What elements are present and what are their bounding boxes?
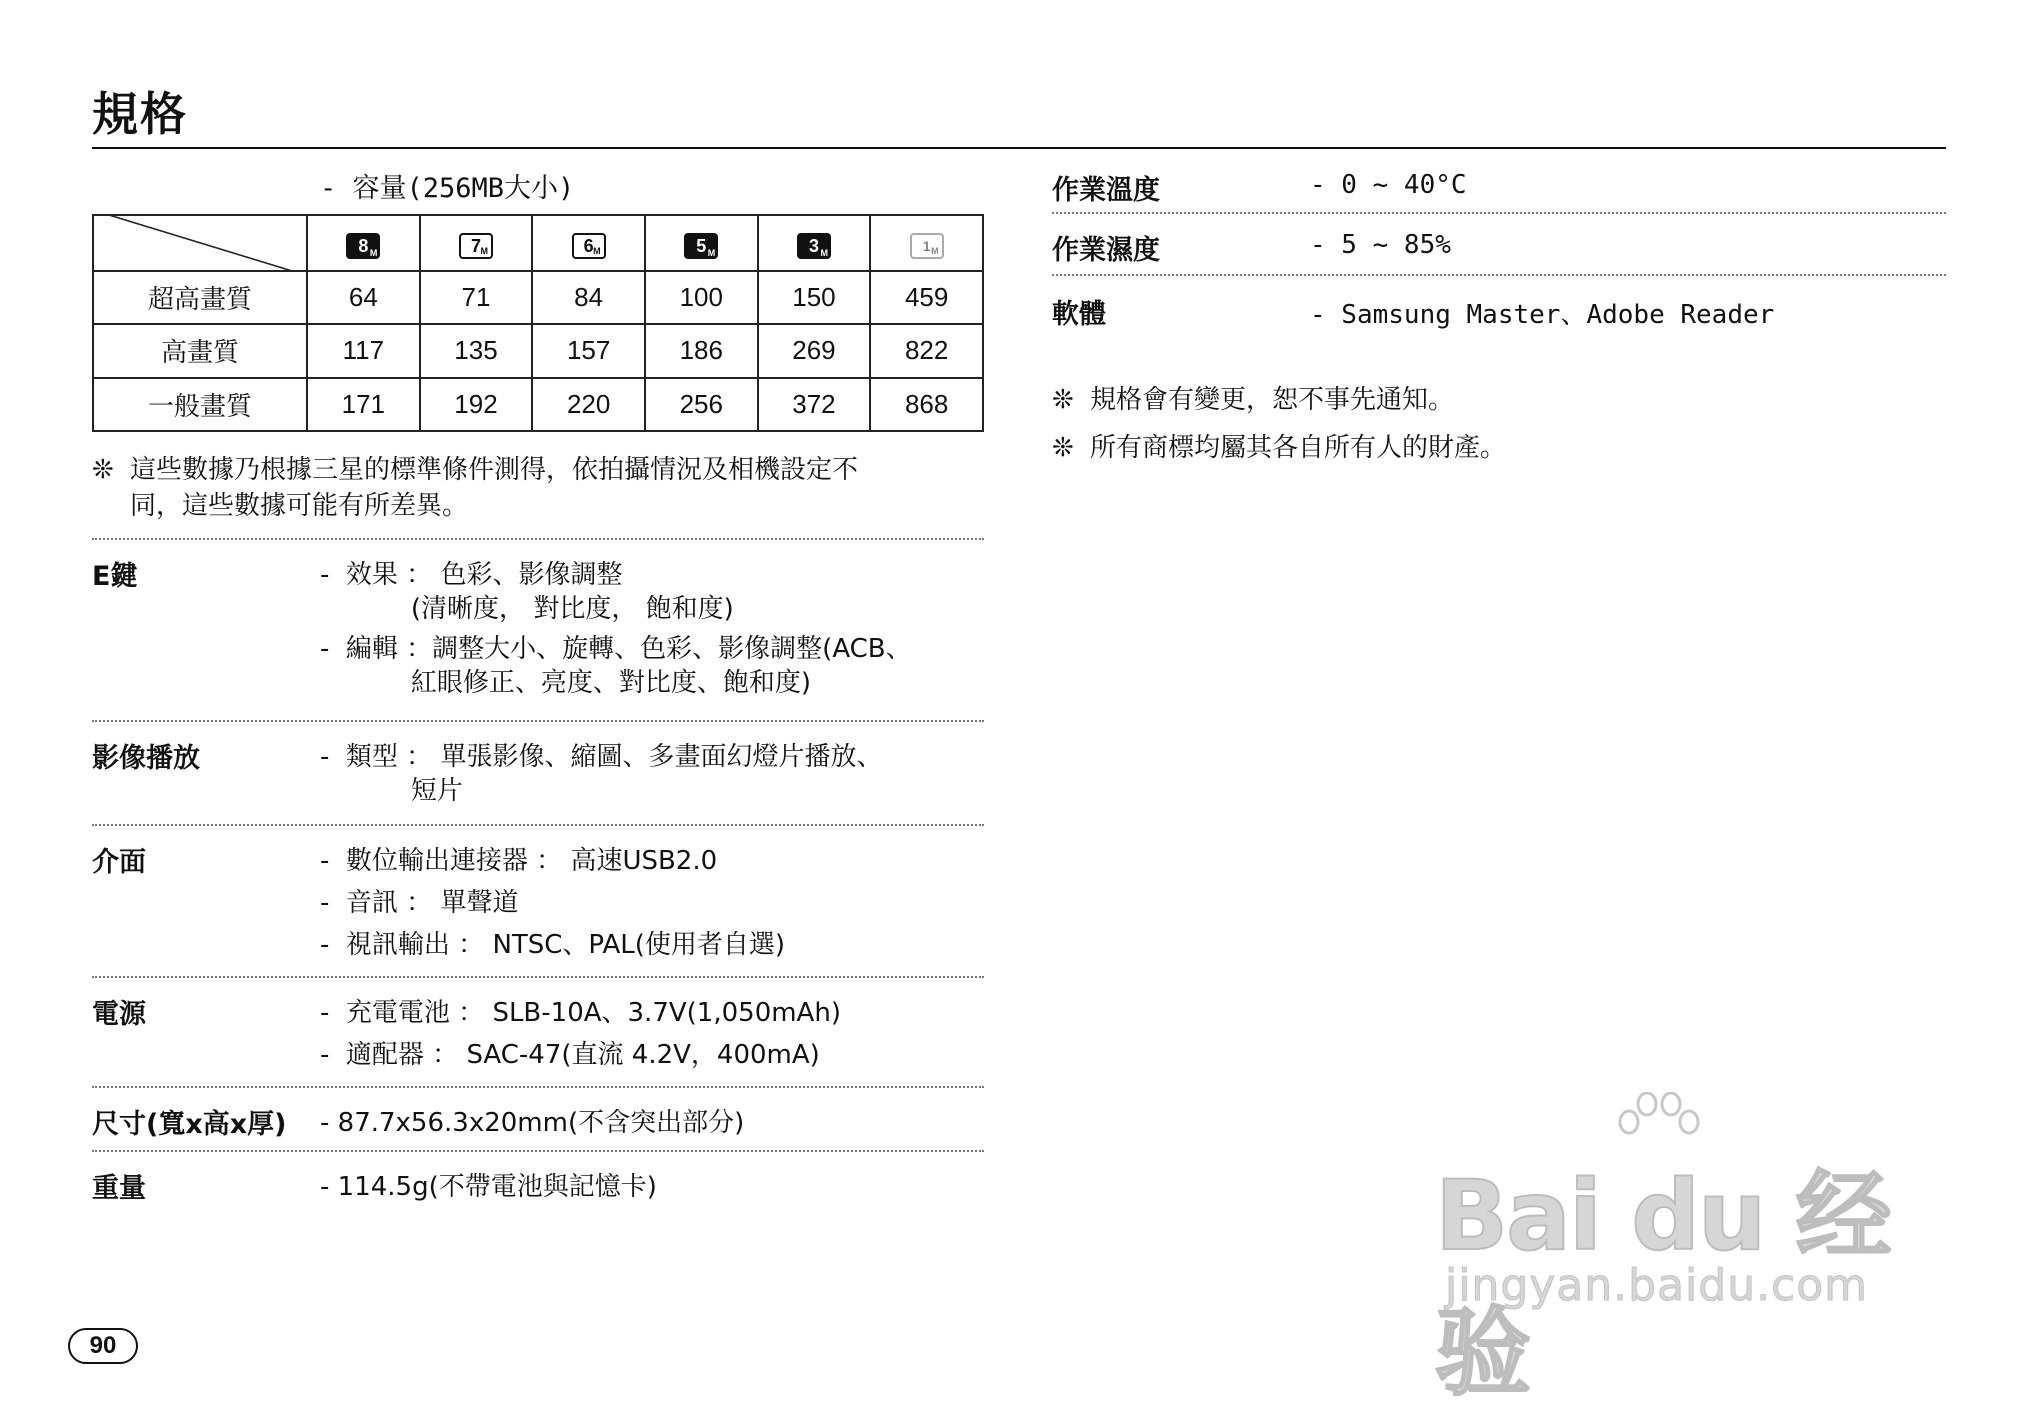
page-number: 90 bbox=[68, 1328, 138, 1364]
weight-section bbox=[92, 1166, 984, 1206]
humidity-value: - 5 ~ 85% bbox=[1310, 230, 1451, 260]
playback-label: 影像播放 bbox=[92, 743, 200, 774]
ekey-label: E鍵 bbox=[92, 561, 138, 592]
ekey-section bbox=[92, 554, 984, 714]
7m-resolution-icon: 7 M bbox=[459, 233, 493, 259]
note-line: 所有商標均屬其各自所有人的財產。 bbox=[1090, 433, 1507, 463]
spec-line: 短片 bbox=[320, 776, 463, 806]
spec-line: - 87.7x56.3x20mm(不含突出部分) bbox=[320, 1108, 745, 1138]
capacity-caption: - 容量(256MB大小) bbox=[320, 173, 575, 204]
software-value: - Samsung Master、Adobe Reader bbox=[1310, 300, 1775, 330]
3m-resolution-icon: 3 M bbox=[797, 233, 831, 259]
col-header-8m bbox=[307, 215, 420, 271]
temperature-value: - 0 ~ 40°C bbox=[1310, 170, 1467, 200]
8m-resolution-icon: 8 M bbox=[346, 233, 380, 259]
power-section bbox=[92, 992, 984, 1082]
col-header-3m bbox=[758, 215, 871, 271]
table-cell: 256 bbox=[645, 378, 758, 431]
temperature-label: 作業溫度 bbox=[1052, 175, 1160, 206]
dotted-divider bbox=[92, 720, 984, 722]
5m-resolution-icon: 5 M bbox=[684, 233, 718, 259]
row-label: 超高畫質 bbox=[93, 271, 307, 324]
dotted-divider bbox=[92, 538, 984, 540]
6m-resolution-icon: 6 M bbox=[572, 233, 606, 259]
table-cell: 822 bbox=[870, 324, 983, 377]
interface-label: 介面 bbox=[92, 847, 146, 878]
dotted-divider bbox=[92, 976, 984, 978]
table-header-row bbox=[93, 215, 983, 271]
diagonal-header-cell bbox=[93, 215, 307, 271]
spec-line: - 適配器 ： SAC-47(直流 4.2V，400mA) bbox=[320, 1040, 820, 1070]
col-header-5m bbox=[645, 215, 758, 271]
table-cell: 192 bbox=[420, 378, 533, 431]
spec-line: - 數位輸出連接器 ： 高速USB2.0 bbox=[320, 846, 718, 876]
row-label: 一般畫質 bbox=[93, 378, 307, 431]
baidu-watermark bbox=[1435, 1092, 1905, 1409]
table-cell: 220 bbox=[532, 378, 645, 431]
col-header-1m bbox=[870, 215, 983, 271]
dotted-divider bbox=[1052, 274, 1946, 276]
weight-label: 重量 bbox=[92, 1173, 146, 1204]
spec-line: - 編輯 ：調整大小、旋轉、色彩、影像調整(ACB、 bbox=[320, 634, 912, 664]
table-cell: 372 bbox=[758, 378, 871, 431]
table-cell: 100 bbox=[645, 271, 758, 324]
table-cell: 135 bbox=[420, 324, 533, 377]
dotted-divider bbox=[92, 1150, 984, 1152]
dotted-divider bbox=[92, 824, 984, 826]
table-cell: 150 bbox=[758, 271, 871, 324]
software-label: 軟體 bbox=[1052, 299, 1106, 330]
table-row bbox=[93, 378, 983, 431]
spec-line: - 音訊 ： 單聲道 bbox=[320, 888, 519, 918]
page-title: 規格 bbox=[92, 87, 188, 141]
spec-line: - 效果 ： 色彩、影像調整 bbox=[320, 560, 623, 590]
table-cell: 117 bbox=[307, 324, 420, 377]
spec-line: - 114.5g(不帶電池與記憶卡) bbox=[320, 1172, 657, 1202]
capacity-note bbox=[92, 452, 984, 524]
interface-section bbox=[92, 840, 984, 970]
table-cell: 269 bbox=[758, 324, 871, 377]
spec-line: (清晰度， 對比度， 飽和度) bbox=[320, 594, 734, 624]
note-asterisk-icon: ❊ bbox=[1052, 433, 1074, 463]
spec-line: - 充電電池 ： SLB-10A、3.7V(1,050mAh) bbox=[320, 998, 841, 1028]
capacity-table bbox=[92, 214, 984, 432]
size-section bbox=[92, 1102, 984, 1142]
spec-line: 紅眼修正、亮度、對比度、飽和度) bbox=[320, 668, 812, 698]
table-row bbox=[93, 324, 983, 377]
spec-line: - 視訊輸出 ： NTSC、PAL(使用者自選) bbox=[320, 930, 786, 960]
table-cell: 84 bbox=[532, 271, 645, 324]
row-label: 高畫質 bbox=[93, 324, 307, 377]
humidity-label: 作業濕度 bbox=[1052, 235, 1160, 266]
spec-change-note bbox=[1052, 382, 1946, 418]
power-label: 電源 bbox=[92, 999, 146, 1030]
table-cell: 171 bbox=[307, 378, 420, 431]
note-asterisk-icon: ❊ bbox=[1052, 385, 1074, 415]
table-cell: 186 bbox=[645, 324, 758, 377]
spec-line: - 類型 ： 單張影像、縮圖、多畫面幻燈片播放、 bbox=[320, 742, 883, 772]
table-cell: 71 bbox=[420, 271, 533, 324]
col-header-6m bbox=[532, 215, 645, 271]
watermark-url: jingyan.baidu.com bbox=[1445, 1260, 1869, 1311]
watermark-brand: Bai du 经验 bbox=[1435, 1160, 1890, 1409]
note-line: 規格會有變更，恕不事先通知。 bbox=[1090, 385, 1455, 415]
trademark-note bbox=[1052, 430, 1946, 466]
table-row bbox=[93, 271, 983, 324]
playback-section bbox=[92, 736, 984, 816]
table-cell: 157 bbox=[532, 324, 645, 377]
col-header-7m bbox=[420, 215, 533, 271]
table-cell: 64 bbox=[307, 271, 420, 324]
1m-resolution-icon: 1 M bbox=[910, 233, 944, 259]
dotted-divider bbox=[92, 1086, 984, 1088]
table-cell: 459 bbox=[870, 271, 983, 324]
table-cell: 868 bbox=[870, 378, 983, 431]
note-line: 同，這些數據可能有所差異。 bbox=[130, 491, 469, 521]
dotted-divider bbox=[1052, 212, 1946, 214]
note-asterisk-icon: ❊ bbox=[92, 455, 114, 485]
size-label: 尺寸(寬x高x厚) bbox=[92, 1109, 287, 1140]
title-divider bbox=[92, 147, 1946, 149]
note-line: 這些數據乃根據三星的標準條件測得，依拍攝情況及相機設定不 bbox=[130, 455, 859, 485]
